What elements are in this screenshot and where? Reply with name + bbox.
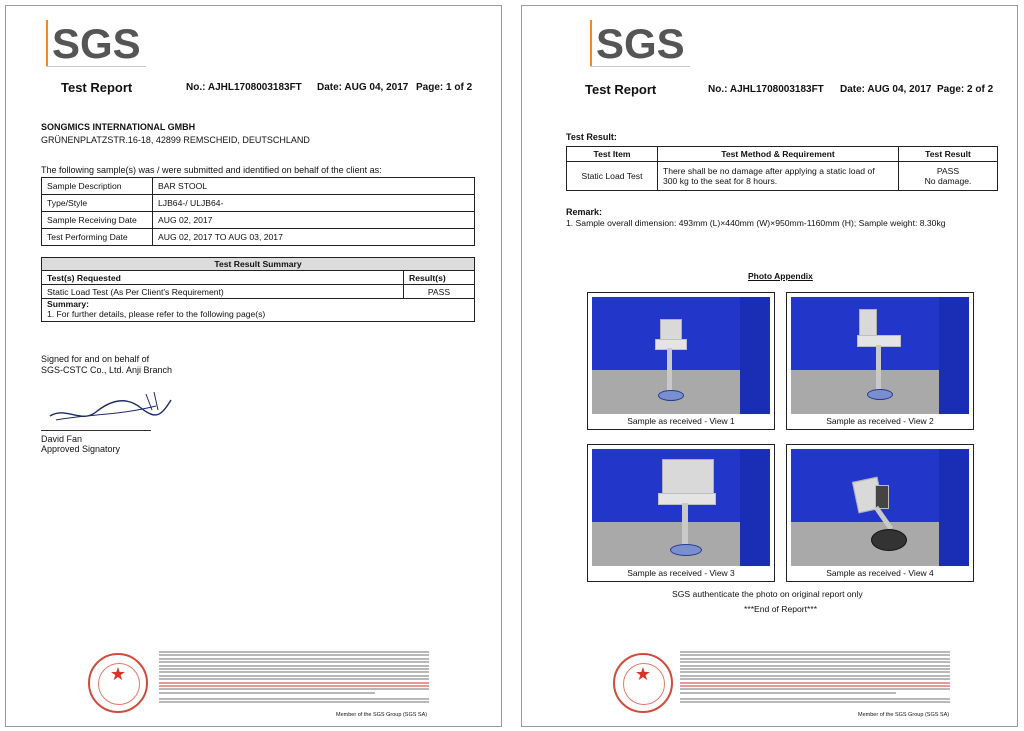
- report-date: Date: AUG 04, 2017: [840, 84, 932, 95]
- report-number: No.: AJHL1708003183FT: [708, 84, 824, 95]
- client-name: SONGMICS INTERNATIONAL GMBH: [41, 122, 196, 132]
- photo-caption: Sample as received - View 4: [826, 568, 934, 578]
- signature-image: [46, 386, 176, 428]
- report-title: Test Report: [61, 80, 133, 95]
- sgs-seal-stamp: [613, 653, 673, 713]
- summary-title: Test Result Summary: [42, 258, 475, 271]
- test-result-summary-table: [41, 257, 475, 322]
- star-icon: ★: [634, 664, 652, 684]
- report-number: No.: AJHL1708003183FT: [186, 82, 302, 93]
- table-row: Static Load Test There shall be no damage after applying a static load of 300 kg to the seat for 8 hours. PASS No damage.: [567, 162, 998, 191]
- table-row: Static Load Test (As Per Client's Requirement) PASS: [42, 285, 475, 299]
- page-number: Page: 1 of 2: [416, 82, 473, 93]
- remark-label: Remark:: [566, 207, 603, 217]
- sample-info-table: [41, 177, 475, 246]
- end-of-report: ***End of Report***: [744, 604, 818, 614]
- photo-view-3: [587, 444, 775, 582]
- report-page-2: [521, 5, 1018, 727]
- photo-caption: Sample as received - View 2: [826, 416, 934, 426]
- table-row: Sample Description BAR STOOL: [42, 178, 475, 195]
- test-result-label: Test Result:: [566, 132, 617, 142]
- remark-item: 1. Sample overall dimension: 493mm (L)×440mm (W)×950mm-1160mm (H); Sample weight: 8.30kg: [566, 218, 946, 228]
- table-row: Test Item Test Method & Requirement Test Result: [567, 147, 998, 162]
- signed-line-1: Signed for and on behalf of: [41, 354, 150, 364]
- photo-caption: Sample as received - View 1: [627, 416, 735, 426]
- signature-line: [41, 430, 151, 431]
- photo-view-1: [587, 292, 775, 430]
- test-result-table: [566, 146, 998, 191]
- photo-view-2: [786, 292, 974, 430]
- signatory-title: Approved Signatory: [41, 444, 121, 454]
- footer-member: Member of the SGS Group (SGS SA): [858, 712, 950, 718]
- intro-text: The following sample(s) was / were submitted and identified on behalf of the client as:: [41, 165, 382, 175]
- report-title: Test Report: [585, 82, 657, 97]
- legal-fine-print: [680, 651, 950, 704]
- sgs-logo: SGS: [590, 20, 690, 68]
- legal-fine-print: [159, 651, 429, 704]
- signatory-name: David Fan: [41, 434, 83, 444]
- photo-caption: Sample as received - View 3: [627, 568, 735, 578]
- table-row: Test(s) Requested Result(s): [42, 271, 475, 285]
- client-address: GRÜNENPLATZSTR.16-18, 42899 REMSCHEID, DEUTSCHLAND: [41, 135, 310, 145]
- photo-appendix-title: Photo Appendix: [748, 271, 813, 281]
- report-page-1: [5, 5, 502, 727]
- table-row: Type/Style LJB64-/ ULJB64-: [42, 195, 475, 212]
- footer-member: Member of the SGS Group (SGS SA): [336, 712, 428, 718]
- signed-line-2: SGS-CSTC Co., Ltd. Anji Branch: [41, 365, 173, 375]
- table-row: Test Performing Date AUG 02, 2017 TO AUG 03, 2017: [42, 229, 475, 246]
- page-number: Page: 2 of 2: [937, 84, 994, 95]
- sgs-logo: SGS: [46, 20, 146, 68]
- table-row: Summary: 1. For further details, please refer to the following page(s): [42, 299, 475, 322]
- star-icon: ★: [109, 664, 127, 684]
- photo-authentication-note: SGS authenticate the photo on original report only: [672, 589, 863, 599]
- photo-view-4: [786, 444, 974, 582]
- report-date: Date: AUG 04, 2017: [317, 82, 409, 93]
- sgs-seal-stamp: [88, 653, 148, 713]
- table-row: Sample Receiving Date AUG 02, 2017: [42, 212, 475, 229]
